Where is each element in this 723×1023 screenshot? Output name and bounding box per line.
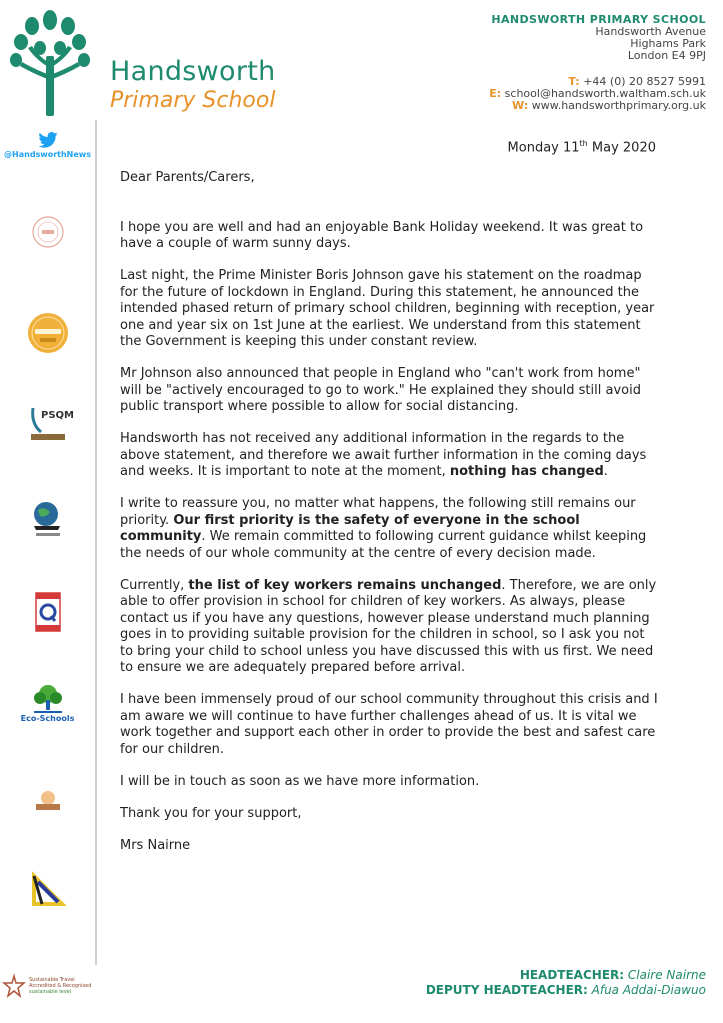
- deputy-headteacher-line: [426, 983, 706, 998]
- phone-label: T:: [568, 75, 580, 88]
- paragraph-text: . We remain committed to following current guidance whilst keeping the needs of our whole community at the centre of every decision made.: [120, 529, 647, 561]
- school-address: [491, 14, 706, 62]
- sustainable-travel-icon: [3, 975, 25, 997]
- email-address[interactable]: school@handsworth.waltham.sch.uk: [504, 87, 706, 100]
- svg-text:PSQM: PSQM: [40, 410, 74, 421]
- paragraph-3: Mr Johnson also announced that people in England who "can't work from home" will be "actively encouraged to go to work." He explained they should still avoid public transport where possible to allow for social distancing.: [120, 366, 641, 414]
- quality-mark-badge: [0, 592, 95, 632]
- web-label: W:: [512, 99, 529, 112]
- arts-council-badge: [0, 207, 95, 257]
- quality-mark-icon: [35, 592, 61, 632]
- paragraph-emphasis: Our first priority is the safety of everyone in the school community: [120, 512, 580, 544]
- headteacher-name: Claire Nairne: [624, 968, 706, 982]
- eco-schools-label: Eco-Schools: [20, 714, 75, 723]
- sidebar-divider: [95, 120, 97, 965]
- sainsburys-games-badge: [0, 312, 95, 354]
- paragraph-2: Last night, the Prime Minister Boris Johnson gave his statement on the roadmap for the future of lockdown in England. During this statement, he announced the intended phased return of primary school children, beginning with reception, year one and year six on 1st June at the earliest. We understand from this statement the Government is keeping this under constant review.: [120, 268, 655, 349]
- headteacher-label: HEADTEACHER:: [519, 968, 625, 982]
- paragraph-7: I have been immensely proud of our school community throughout this crisis and I am aware we will continue to have further challenges ahead of us. It is vital we work together and support each other in order to provide the best and safest care for our children.: [120, 692, 658, 757]
- headteacher-line: [426, 968, 706, 983]
- date-day: Monday 11: [507, 140, 580, 156]
- deputy-headteacher-label: DEPUTY HEADTEACHER:: [425, 983, 588, 997]
- paragraph-8: I will be in touch as soon as we have more information.: [120, 773, 480, 789]
- travel-text-line: Sustainable Travel: [29, 977, 75, 983]
- paragraph-emphasis: the list of key workers remains unchanged: [188, 577, 502, 593]
- paragraph-emphasis: nothing has changed: [449, 464, 604, 479]
- psqm-badge: [0, 404, 95, 442]
- web-line: [489, 100, 706, 112]
- school-subtitle: Primary School: [110, 88, 276, 113]
- address-line: London E4 9PJ: [627, 49, 706, 62]
- arts-council-logo-icon: [30, 207, 66, 257]
- twitter-icon: [38, 132, 58, 148]
- artsmark-triangle-icon: [28, 870, 68, 910]
- school-name: Handsworth: [110, 56, 276, 87]
- address-line: Handsworth Avenue: [595, 25, 706, 38]
- signature: Mrs Nairne: [120, 837, 191, 853]
- travel-text-line: Accredited & Recognised: [29, 983, 92, 989]
- date-month-year: May 2020: [587, 140, 656, 156]
- travel-text-line: sustainable level: [29, 989, 72, 995]
- safety-award-badge: [0, 788, 95, 814]
- twitter-handle[interactable]: @HandsworthNews: [4, 150, 91, 159]
- letter-body: [120, 170, 660, 870]
- closing: Thank you for your support,: [120, 805, 302, 821]
- date-suffix: th: [579, 139, 588, 148]
- letter-date: [508, 139, 656, 155]
- twitter-badge[interactable]: [0, 132, 95, 159]
- footer-staff: [426, 968, 706, 998]
- address-title: HANDSWORTH PRIMARY SCHOOL: [491, 13, 706, 26]
- paragraph-4: [120, 431, 660, 481]
- web-address[interactable]: www.handsworthprimary.org.uk: [531, 99, 706, 112]
- sustainable-travel-text: [29, 977, 91, 995]
- sustainable-travel-badge: [3, 975, 91, 997]
- paragraph-text: .: [603, 464, 608, 479]
- paragraph-5: [120, 496, 660, 562]
- paragraph-text: . Therefore, we are only able to offer provision in school for children of key workers. As always, please contact us if you have any questions, however please understand much planning goes in to providing suitable provision for the children in school, so I ask you not to bring your child to school unless you have discussed this with us first. We need to ensure we are adequately prepared before arrival.: [120, 577, 657, 675]
- address-line: Highams Park: [630, 37, 706, 50]
- eco-schools-badge: [0, 684, 95, 723]
- paragraph-1: I hope you are well and had an enjoyable Bank Holiday weekend. It was great to have a couple of warm sunny days.: [120, 219, 644, 251]
- contact-details: [489, 76, 706, 112]
- school-games-gold-icon: [27, 312, 69, 354]
- artsmark-badge: [0, 870, 95, 910]
- psqm-logo-icon: [27, 404, 74, 442]
- salutation: Dear Parents/Carers,: [120, 170, 255, 185]
- eco-schools-tree-icon: [28, 684, 68, 714]
- paragraph-text: I write to reassure you, no matter what happens, the following still remains our priority.: [120, 496, 636, 528]
- paragraph-6: [120, 578, 660, 677]
- deputy-headteacher-name: Afua Addai-Diawuo: [587, 983, 706, 997]
- paragraph-text: Currently,: [120, 577, 189, 593]
- globe-icon: [30, 500, 66, 540]
- international-school-badge: [0, 500, 95, 540]
- school-logo-icon: [10, 8, 90, 116]
- phone-number: +44 (0) 20 8527 5991: [583, 75, 706, 88]
- paragraph-text: Handsworth has not received any additional information in the regards to the above statement, and therefore we await further information in the coming days and weeks. It is important to note at the moment,: [120, 431, 647, 479]
- email-label: E:: [489, 87, 502, 100]
- safety-award-icon: [33, 788, 63, 814]
